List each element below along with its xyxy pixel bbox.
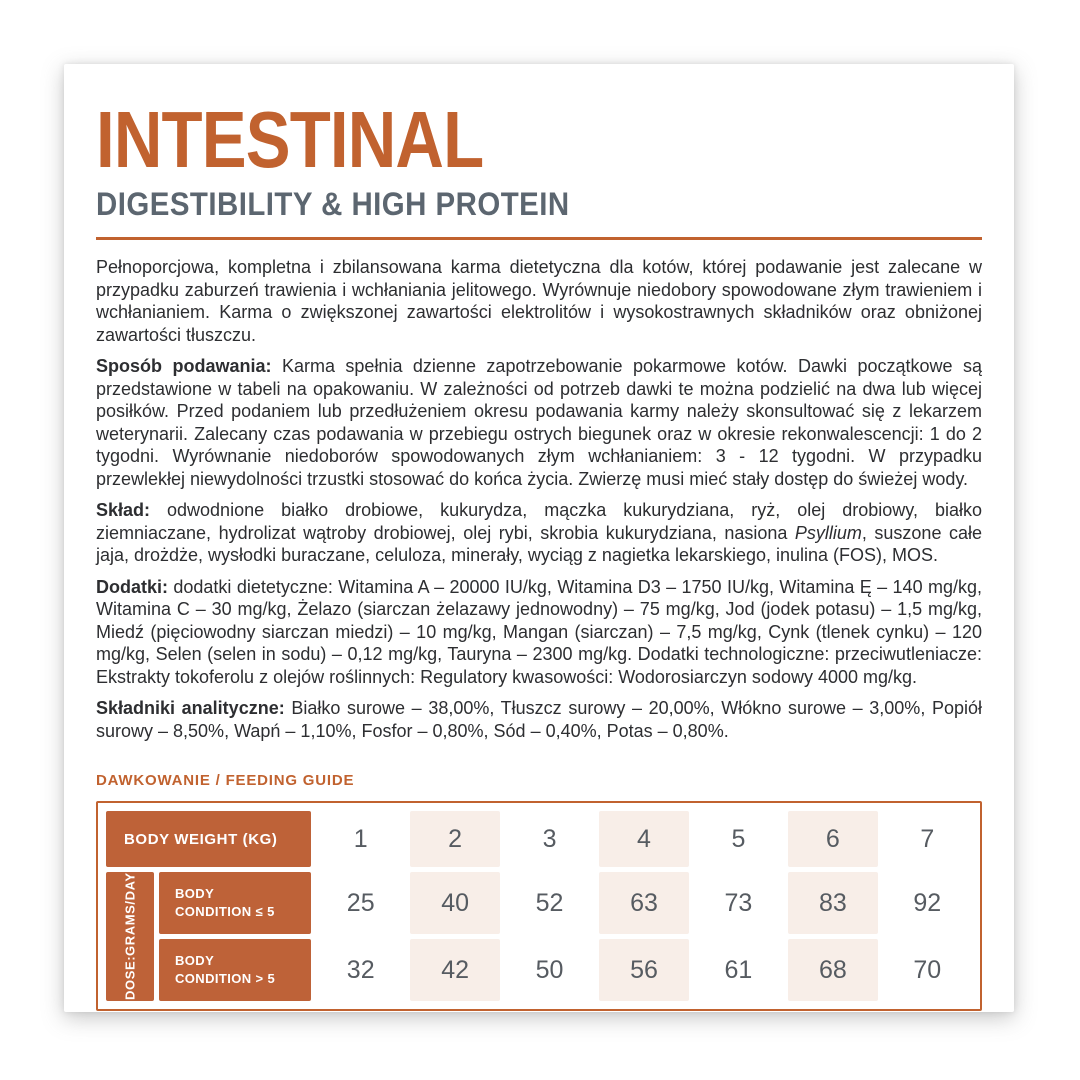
dose-le5-kg3: 52 <box>535 888 564 917</box>
additives-paragraph <box>96 576 982 689</box>
dose-gt5-kg4: 56 <box>599 939 688 1001</box>
weight-col-6: 6 <box>788 811 877 867</box>
row-label-condition-gt-5 <box>159 939 311 1001</box>
additives-text: dodatki dietetyczne: Witamina A – 20000 IU/kg, Witamina D3 – 1750 IU/kg, Witamina Ę – 140 mg/kg, Witamina C – 30 mg/kg, Żelazo (siarczan żelazawy jednowodny) – 75 mg/kg, Jod (jodek potasu) – 1,5 mg/kg, Miedź (pięciowodny siarczan miedzi) – 10 mg/kg, Mangan (siarczan) – 7,5 mg/kg, Cynk (tlenek cynku) – 120 mg/kg, Selen (selen in sodu) – 0,12 mg/kg, Tauryna – 2300 mg/kg. Dodatki technologiczne: przeciwutleniacze: Ekstrakty tokoferolu z olejów roślinnych: Regulatory kwasowości: Wodorosiarczyn sodowy 4000 mg/kg. <box>96 576 982 687</box>
label-copy <box>96 256 982 742</box>
feeding-instructions-paragraph <box>96 355 982 490</box>
feeding-instructions-label: Sposób podawania: <box>96 356 282 376</box>
body-weight-header: BODY WEIGHT (KG) <box>106 811 311 867</box>
row-label-text: BODY CONDITION > 5 <box>175 953 276 986</box>
weight-col-1: 1 <box>353 824 368 853</box>
dose-le5-kg7: 92 <box>913 888 942 917</box>
dose-gt5-kg6: 68 <box>788 939 877 1001</box>
composition-text-2: , suszone całe jaja, drożdże, wysłodki buraczane, celuloza, minerały, wyciąg z nagietka lekarskiego, inulina (FOS), MOS. <box>96 522 982 565</box>
feeding-instructions-text: Karma spełnia dzienne zapotrzebowanie pokarmowe kotów. Dawki początkowe są przedstawione w tabeli na opakowaniu. W zależności od potrzeb dawki te można podzielić na dwa lub więcej posiłków. Przed podaniem lub przedłużeniem okresu podawania karmy należy skonsultować się z lekarzem weterynarii. Zalecany czas podawania w przebiegu ostrych biegunek oraz w okresie rekonwalescencji: 1 do 2 tygodni. Wyrównanie niedoborów spowodowanych złym wchłanianiem: 3 - 12 tygodni. W przypadku przewlekłej niewydolności trzustki stosować do końca życia. Zwierzę musi mieć stały dostęp do świeżej wody. <box>96 356 982 489</box>
row-label-condition-le-5 <box>159 872 311 934</box>
dose-gt5-kg1: 32 <box>346 955 375 984</box>
dose-le5-kg2: 40 <box>410 872 499 934</box>
dose-gt5-kg5: 61 <box>724 955 753 984</box>
dose-le5-kg1: 25 <box>346 888 375 917</box>
feeding-guide-heading: DAWKOWANIE / FEEDING GUIDE <box>96 772 355 789</box>
composition-label: Skład: <box>96 500 168 520</box>
dose-axis-line2: GRAMS/DAY <box>122 872 138 957</box>
dose-gt5-kg3: 50 <box>535 955 564 984</box>
row-label-text: BODY CONDITION ≤ 5 <box>175 886 275 919</box>
intro-paragraph <box>96 256 982 346</box>
dose-le5-kg4: 63 <box>599 872 688 934</box>
dose-le5-kg5: 73 <box>724 888 753 917</box>
analytical-label: Składniki analityczne: <box>96 698 292 718</box>
analytical-text: Białko surowe – 38,00%, Tłuszcz surowy – 20,00%, Włókno surowe – 3,00%, Popiół surowy – 8,50%, Wapń – 1,10%, Fosfor – 0,80%, Sód – 0,40%, Potas – 0,80%. <box>96 698 982 741</box>
weight-col-5: 5 <box>731 824 746 853</box>
product-label-card <box>64 64 1014 1012</box>
weight-col-4: 4 <box>599 811 688 867</box>
product-subtitle: DIGESTIBILITY & HIGH PROTEIN <box>96 186 570 222</box>
composition-italic-term: Psyllium <box>794 522 862 543</box>
composition-paragraph <box>96 499 982 567</box>
additives-label: Dodatki: <box>96 576 174 597</box>
analytical-paragraph <box>96 697 982 742</box>
title-divider <box>96 237 982 240</box>
dose-axis-label <box>106 872 154 1001</box>
dose-gt5-kg2: 42 <box>410 939 499 1001</box>
weight-col-3: 3 <box>542 824 557 853</box>
composition-text-1: odwodnione białko drobiowe, kukurydza, mączka kukurydziana, ryż, olej drobiowy, białko ziemniaczane, hydrolizat wątroby drobiowej, olej rybi, skrobia kukurydziana, nasiona <box>96 500 982 543</box>
weight-col-7: 7 <box>920 824 935 853</box>
dose-le5-kg6: 83 <box>788 872 877 934</box>
intro-text: Pełnoporcjowa, kompletna i zbilansowana karma dietetyczna dla kotów, której podawanie jest zalecane w przypadku zaburzeń trawienia i wchłaniania jelitowego. Wyrównuje niedobory spowodowane złym trawieniem i wchłanianiem. Karma o zwiększonej zawartości elektrolitów i wysokostrawnych składników oraz obniżonej zawartości tłuszczu. <box>96 257 982 345</box>
dose-axis-line1: DOSE: <box>122 956 138 1001</box>
dose-gt5-kg7: 70 <box>913 955 942 984</box>
feeding-guide-table <box>96 801 982 1011</box>
product-title: INTESTINAL <box>96 95 484 184</box>
weight-col-2: 2 <box>410 811 499 867</box>
